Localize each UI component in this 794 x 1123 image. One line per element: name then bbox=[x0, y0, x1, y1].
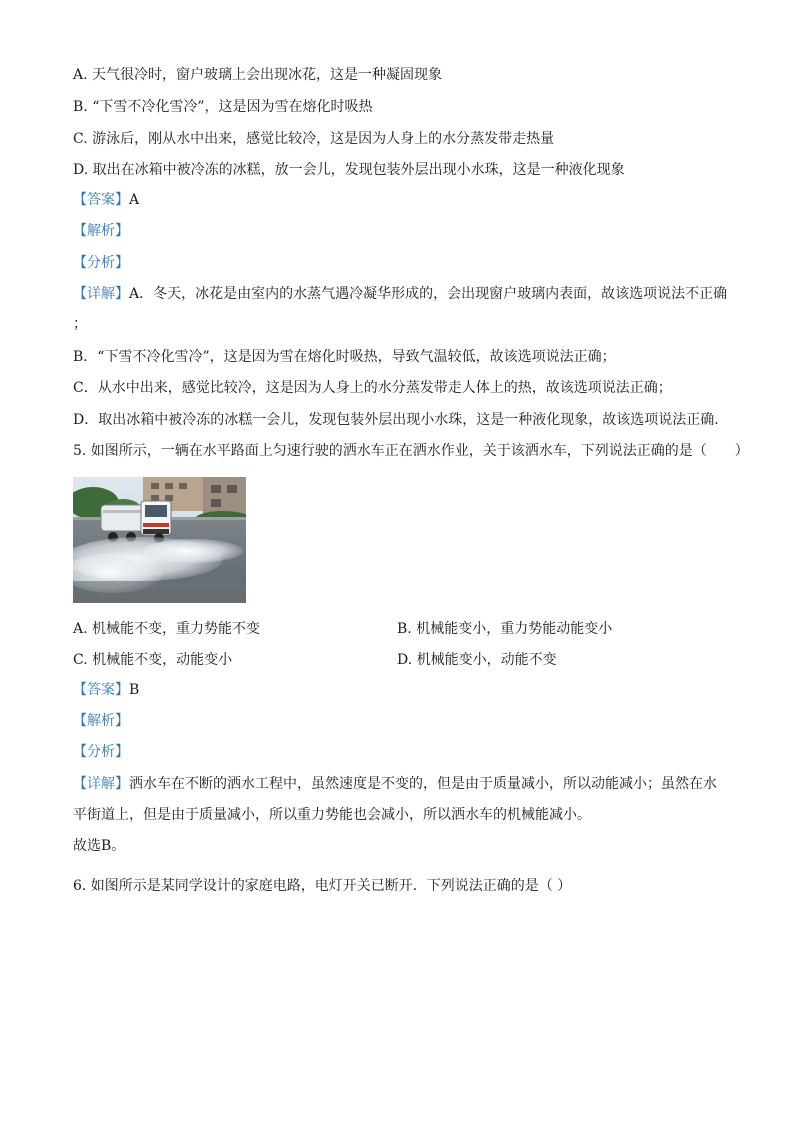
q5-analysis-tag: 【解析】 bbox=[73, 713, 129, 729]
q4-option-c: C. 游泳后，刚从水中出来，感觉比较冷，这是因为人身上的水分蒸发带走热量 bbox=[73, 131, 555, 147]
q4-detail-line-1 bbox=[73, 284, 727, 304]
answer-tag: 【答案】 bbox=[73, 192, 129, 208]
detail-tag: 【详解】 bbox=[73, 776, 129, 792]
answer-tag: 【答案】 bbox=[73, 682, 129, 698]
q6-stem: 6. 如图所示是某同学设计的家庭电路，电灯开关已断开．下列说法正确的是（ ） bbox=[73, 878, 572, 894]
q4-analysis-tag: 【解析】 bbox=[73, 223, 129, 239]
q5-fenxi-tag: 【分析】 bbox=[73, 744, 129, 760]
q4-detail-line-5: D．取出冰箱中被冷冻的冰糕一会儿，发现包装外层出现小水珠，这是一种液化现象，故该选项说法正确． bbox=[73, 412, 729, 428]
q4-detail-line-3: B．“下雪不冷化雪冷”，这是因为雪在熔化时吸热，导致气温较低，故该选项说法正确； bbox=[73, 349, 616, 365]
q5-answer bbox=[73, 680, 139, 700]
q5-option-b: B. 机械能变小，重力势能动能变小 bbox=[397, 621, 613, 637]
q4-detail-line-4: C．从水中出来，感觉比较冷，这是因为人身上的水分蒸发带走人体上的热，故该选项说法正确； bbox=[73, 380, 672, 396]
q5-stem: 5. 如图所示，一辆在水平路面上匀速行驶的洒水车正在洒水作业，关于该洒水车，下列说法正确的是（ ） bbox=[73, 443, 749, 459]
q5-option-a: A. 机械能不变，重力势能不变 bbox=[73, 621, 261, 637]
detail-text: 洒水车在不断的洒水工程中，虽然速度是不变的，但是由于质量减小，所以动能减小；虽然在水 bbox=[129, 776, 717, 792]
q5-conclusion: 故选B。 bbox=[73, 838, 126, 854]
q5-detail-line-1 bbox=[73, 774, 717, 794]
q5-detail-line-2: 平街道上，但是由于质量减小，所以重力势能也会减小，所以洒水车的机械能减小。 bbox=[73, 807, 591, 823]
q4-fenxi-tag: 【分析】 bbox=[73, 255, 129, 271]
q4-option-d: D. 取出在冰箱中被冷冻的冰糕，放一会儿，发现包装外层出现小水珠，这是一种液化现象 bbox=[73, 162, 625, 178]
q4-option-b: B. “下雪不冷化雪冷”，这是因为雪在熔化时吸热 bbox=[73, 99, 373, 115]
answer-value: A bbox=[129, 192, 140, 208]
sprinkler-truck-photo bbox=[73, 477, 246, 603]
detail-tag: 【详解】 bbox=[73, 286, 129, 302]
sprinkler-truck-illustration bbox=[73, 477, 246, 603]
detail-text: A．冬天，冰花是由室内的水蒸气遇冷凝华形成的，会出现窗户玻璃内表面，故该选项说法不正确 bbox=[129, 286, 728, 302]
answer-value: B bbox=[129, 682, 140, 698]
q4-option-a: A. 天气很冷时，窗户玻璃上会出现冰花，这是一种凝固现象 bbox=[73, 67, 443, 83]
q5-option-c: C. 机械能不变，动能变小 bbox=[73, 652, 233, 668]
q4-answer bbox=[73, 190, 139, 210]
q4-detail-line-2: ； bbox=[73, 316, 87, 332]
q5-option-d: D. 机械能变小，动能不变 bbox=[397, 652, 557, 668]
